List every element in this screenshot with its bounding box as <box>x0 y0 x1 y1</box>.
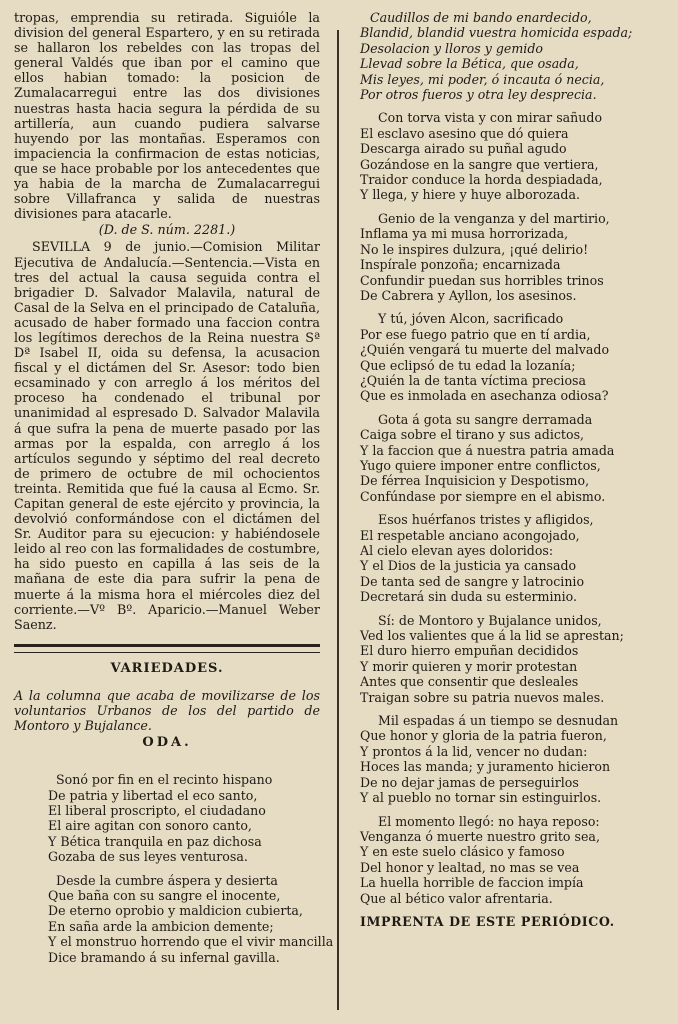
poem-line: Y morir quieren y morir protestan <box>360 658 578 674</box>
poem-stanza <box>360 713 672 805</box>
poem-title: ODA. <box>142 735 192 751</box>
poem-line: Mil espadas á un tiempo se desnudan <box>378 713 619 729</box>
poem-line: ¿Quién vengará tu muerte del malvado <box>360 342 610 358</box>
column-divider <box>337 30 339 1010</box>
poem-line: Que al bético valor afrentaria. <box>360 890 553 906</box>
poem-line: De Cabrera y Ayllon, los asesinos. <box>360 287 577 303</box>
poem-stanza <box>360 412 672 504</box>
poem-line: Ved los valientes que á la lid se aprestan; <box>360 628 624 644</box>
poem-line: Traigan sobre su patria nuevos males. <box>360 689 605 705</box>
poem-stanza <box>360 10 672 102</box>
poem-line: El esclavo asesino que dó quiera <box>360 125 569 141</box>
poem-stanza <box>360 211 672 303</box>
poem-line: Gozándose en la sangre que vertiera, <box>360 156 599 172</box>
imprint-line: IMPRENTA DE ESTE PERIÓDICO. <box>360 913 615 929</box>
poem-line: El respetable anciano acongojado, <box>360 527 580 543</box>
poem-dedication: A la columna que acaba de movilizarse de los voluntarios Urbanos de los del partido de Montoro y Bujalance. <box>14 687 320 734</box>
poem-line: Por ese fuego patrio que en tí ardia, <box>360 326 591 342</box>
poem-line: Caudillos de mi bando enardecido, <box>370 10 592 25</box>
poem-line: En saña arde la ambicion demente; <box>48 918 274 934</box>
poem-line: Y Bética tranquila en paz dichosa <box>48 833 262 849</box>
poem-line: De eterno oprobio y maldicion cubierta, <box>48 903 303 919</box>
poem-line: Desolacion y lloros y gemido <box>360 40 543 56</box>
poem-line: Inflama ya mi musa horrorizada, <box>360 226 569 242</box>
poem-line: Que honor y gloria de la patria fueron, <box>360 728 607 744</box>
poem-line: Yugo quiere imponer entre conflictos, <box>360 457 601 473</box>
poem-line: De tanta sed de sangre y latrocinio <box>360 573 585 589</box>
poem-line: Llevad sobre la Bética, que osada, <box>360 56 579 72</box>
poem-line: Sí: de Montoro y Bujalance unidos, <box>378 612 602 628</box>
poem-line: Esos huérfanos tristes y afligidos, <box>378 512 594 528</box>
poem-line: Que es inmolada en asechanza odiosa? <box>360 388 609 404</box>
poem-line: Gozaba de sus leyes venturosa. <box>48 849 248 865</box>
poem-line: De férrea Inquisicion y Despotismo, <box>360 473 590 489</box>
section-title: VARIEDADES. <box>110 660 224 676</box>
poem-stanza <box>14 772 320 864</box>
source-citation: (D. de S. núm. 2281.) <box>98 222 236 238</box>
poem-line: Dice bramando á su infernal gavilla. <box>48 949 280 965</box>
poem-line: El aire agitan con sonoro canto, <box>48 818 252 834</box>
poem-stanza <box>360 814 672 906</box>
poem-line: Al cielo elevan ayes doloridos: <box>360 543 554 558</box>
left-column <box>14 10 334 973</box>
poem-line: Inspírale ponzoña; encarnizada <box>360 257 561 273</box>
poem-stanza <box>360 110 672 202</box>
poem-line: Con torva vista y con mirar sañudo <box>378 110 603 126</box>
poem-line: Blandid, blandid vuestra homicida espada; <box>360 25 633 41</box>
poem-line: Gota á gota su sangre derramada <box>378 411 593 427</box>
poem-line: Y la faccion que á nuestra patria amada <box>360 442 615 458</box>
poem-line: Decretará sin duda su esterminio. <box>360 589 578 605</box>
poem-stanza <box>14 872 334 965</box>
poem-line: El duro hierro empuñan decididos <box>360 643 579 659</box>
poem-line: Confúndase por siempre en el abismo. <box>360 488 606 504</box>
poem-line: Traidor conduce la horda despiadada, <box>360 172 603 188</box>
poem-line: Por otros fueros y otra ley desprecia. <box>360 87 597 103</box>
poem-line: El liberal proscripto, el ciudadano <box>48 802 266 818</box>
poem-line: Y tú, jóven Alcon, sacrificado <box>378 311 564 327</box>
poem-stanza <box>360 512 672 604</box>
poem-line: De patria y libertad el eco santo, <box>48 787 258 803</box>
poem-line: Y el Dios de la justicia ya cansado <box>360 558 577 574</box>
poem-line: Mis leyes, mi poder, ó incauta ó necia, <box>360 71 605 87</box>
poem-line: Y el monstruo horrendo que el vivir mancilla <box>48 934 334 950</box>
poem-line: Antes que consentir que desleales <box>360 674 579 690</box>
poem-line: No le inspires dulzura, ¡qué delirio! <box>360 241 589 257</box>
poem-line: Que baña con su sangre el inocente, <box>48 887 281 903</box>
poem-stanza <box>360 613 672 705</box>
poem-line: ¿Quién la de tanta víctima preciosa <box>360 372 586 388</box>
poem-line: Descarga airado su puñal agudo <box>360 141 567 157</box>
news-paragraph: tropas, emprendia su retirada. Siguióle la division del general Espartero, y en su retirada se hallaron los rebeldes con las tropas del general Valdés que iban por el camino que ellos habian tomado: la posicion de Zumalacarregui entre las dos divisiones nuestras hasta hacia segura la pérdida de su artillería, aun cuando pudiera salvarse huyendo por las montañas. Esperamos con impaciencia la confirmacion de estas noticias, que se hace probable por los antecedentes que ya habia de la marcha de Zumalacarregui sobre Villafranca y salida de nuestras divisiones para atacarle. <box>14 10 320 222</box>
poem-line: Y prontos á la lid, vencer no dudan: <box>360 743 588 759</box>
poem-line: Caiga sobre el tirano y sus adictos, <box>360 427 585 443</box>
right-column <box>360 10 672 929</box>
poem-line: Que eclipsó de tu edad la lozanía; <box>360 357 576 373</box>
section-divider <box>14 644 320 653</box>
sentence-paragraph: SEVILLA 9 de junio.—Comision Militar Ejecutiva de Andalucía.—Sentencia.—Vista en tres del actual la causa seguida contra el brigadier D. Salvador Malavila, natural de Casal de la Selva en el principado de Cataluña, acusado de haber formado una faccion contra los legítimos derechos de la Reina nuestra Sª Dª Isabel II, oida su defensa, la acusacion fiscal y el dictámen del Sr. Asesor: todo bien ecsaminado y con arreglo á los méritos del proceso ha condenado el tribunal por unanimidad al espresado D. Salvador Malavila á que sufra la pena de muerte pasado por las armas por la espalda, con arreglo á los artículos segundo y séptimo del real decreto de primero de octubre de mil ochocientos treinta. Remitida que fué la causa al Ecmo. Sr. Capitan general de este ejército y provincia, la devolvió conformándose con el dictámen del Sr. Auditor para su ejecucion: y habiéndosele leido al reo con las formalidades de costumbre, ha sido puesto en capilla á las seis de la mañana de este dia para sufrir la pena de muerte á la misma hora el miércoles diez del corriente.—Vº Bº. Aparicio.—Manuel Weber Saenz. <box>14 239 320 632</box>
poem-line: Desde la cumbre áspera y desierta <box>56 872 278 888</box>
poem-line: Genio de la venganza y del martirio, <box>378 210 610 226</box>
poem-line: El momento llegó: no haya reposo: <box>378 813 600 829</box>
poem-line: Del honor y lealtad, no mas se vea <box>360 859 580 875</box>
poem-line: Venganza ó muerte nuestro grito sea, <box>360 828 600 844</box>
poem-line: Y llega, y hiere y huye alborozada. <box>360 187 580 203</box>
poem-line: Confundir puedan sus horribles trinos <box>360 272 604 288</box>
poem-line: Sonó por fin en el recinto hispano <box>56 772 273 788</box>
poem-stanza <box>360 311 672 403</box>
poem-line: Y al pueblo no tornar sin estinguirlos. <box>360 790 602 806</box>
poem-line: Hoces las manda; y juramento hicieron <box>360 759 611 775</box>
poem-line: De no dejar jamas de perseguirlos <box>360 774 579 790</box>
poem-line: Y en este suelo clásico y famoso <box>360 844 565 860</box>
poem-line: La huella horrible de faccion impía <box>360 875 584 891</box>
